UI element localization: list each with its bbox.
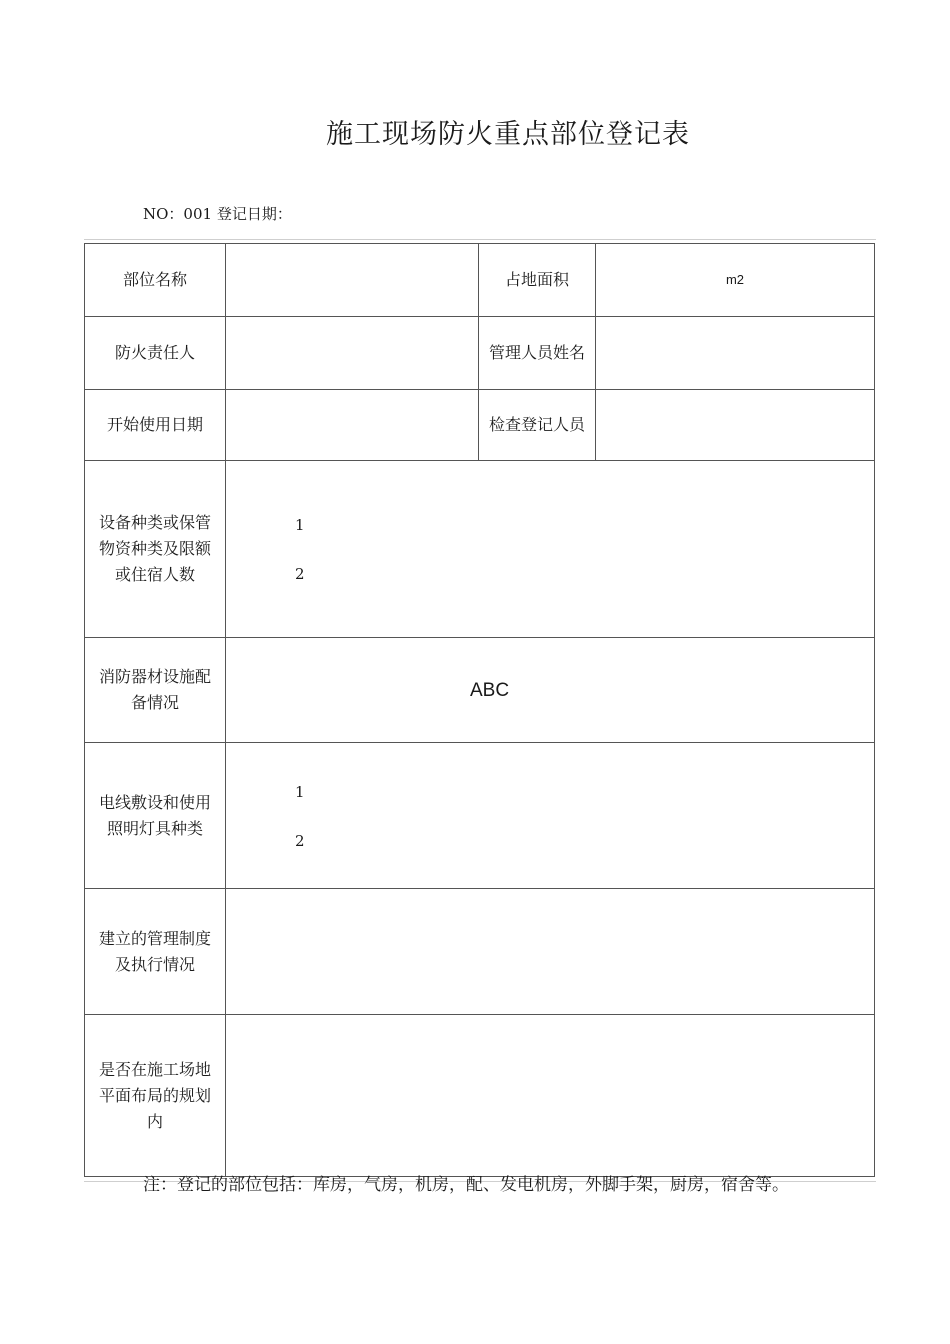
fire-officer-label: 防火责任人	[114, 343, 195, 362]
wiring-field[interactable]	[226, 743, 874, 888]
fire-equipment-value: ABC	[470, 680, 510, 701]
manager-name-label: 管理人员姓名	[488, 343, 585, 362]
wiring-item-1: 1	[295, 783, 305, 801]
registration-table	[84, 243, 875, 1177]
area-unit: m2	[725, 272, 745, 287]
layout-plan-label: 是否在施工场地平面布局的规划内	[98, 1060, 211, 1131]
fire-officer-field[interactable]	[226, 317, 478, 389]
site-name-field[interactable]	[226, 244, 478, 316]
start-date-label: 开始使用日期	[106, 415, 203, 434]
inspector-field[interactable]	[596, 390, 874, 460]
page-title: 施工现场防火重点部位登记表	[326, 119, 690, 150]
footnote: 注：登记的部位包括：库房，气房，机房，配、发电机房，外脚手架，厨房，宿舍等。	[143, 1175, 789, 1195]
management-label: 建立的管理制度及执行情况	[98, 928, 211, 974]
table-top-rule	[84, 239, 876, 240]
wiring-label: 电线敷设和使用照明灯具种类	[98, 792, 211, 838]
site-name-label: 部位名称	[122, 270, 187, 289]
wiring-item-2: 2	[295, 832, 305, 850]
manager-name-field[interactable]	[596, 317, 874, 389]
fire-equipment-label: 消防器材设施配备情况	[98, 667, 211, 712]
start-date-field[interactable]	[226, 390, 478, 460]
layout-plan-field[interactable]	[226, 1015, 874, 1177]
equipment-item-1: 1	[295, 516, 305, 534]
fire-equipment-field[interactable]	[226, 638, 874, 742]
equipment-field[interactable]	[226, 461, 874, 637]
equipment-item-2: 2	[295, 565, 305, 583]
equipment-label: 设备种类或保管物资种类及限额或住宿人数	[98, 513, 211, 584]
area-field[interactable]	[596, 244, 874, 316]
management-field[interactable]	[226, 889, 874, 1014]
area-label: 占地面积	[504, 270, 569, 289]
inspector-label: 检查登记人员	[488, 415, 585, 434]
record-number-and-date: NO：001 登记日期：	[143, 205, 292, 223]
